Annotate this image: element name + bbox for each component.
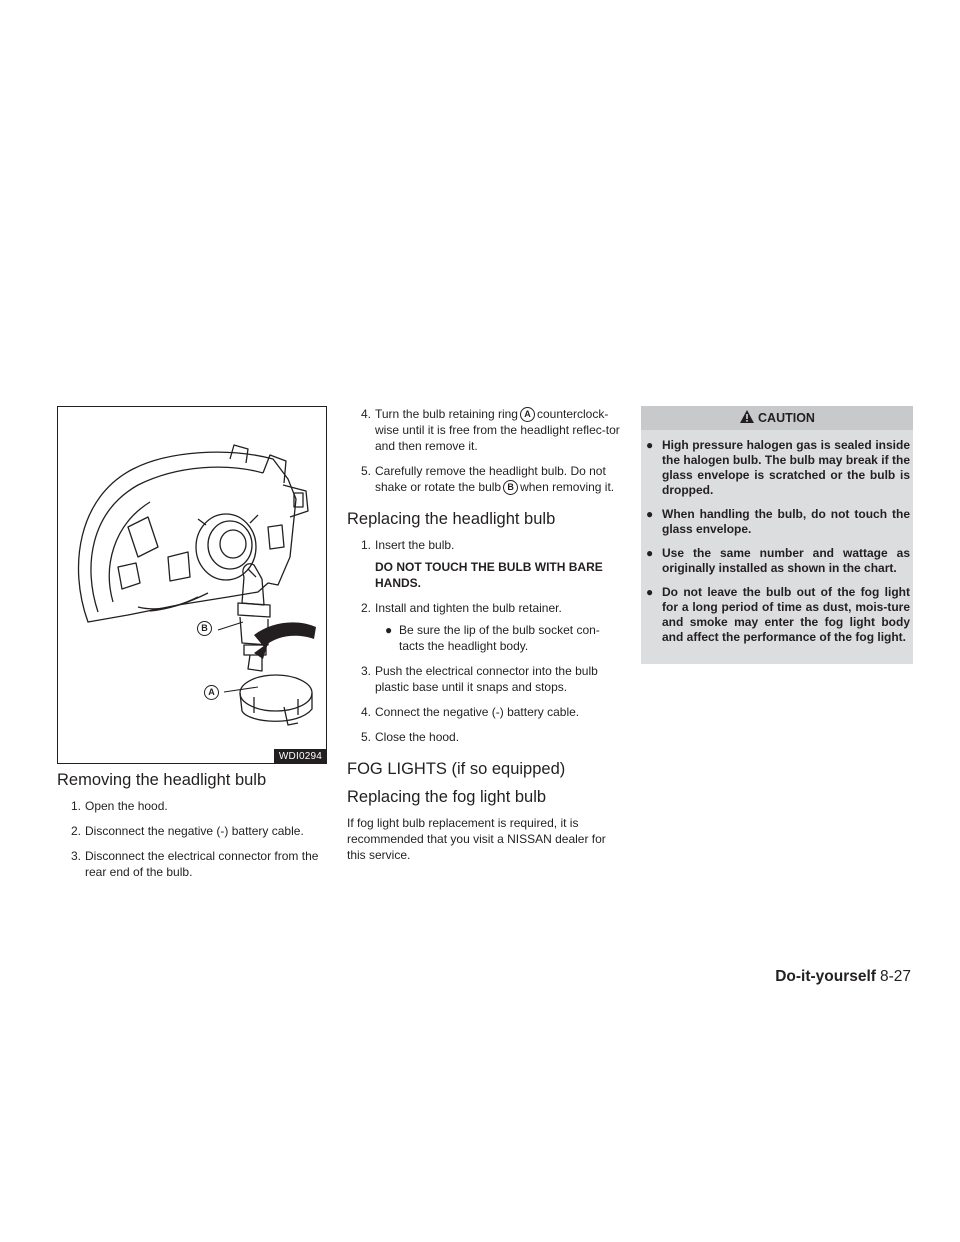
step-number: 1. bbox=[71, 799, 82, 813]
right-column bbox=[641, 406, 913, 664]
removing-steps-continued bbox=[347, 406, 623, 495]
callout-a: A bbox=[204, 685, 219, 700]
step-number: 3. bbox=[71, 849, 82, 863]
bullet-icon: ● bbox=[385, 623, 393, 637]
fog-body: If fog light bulb replacement is required, it is recommended that you visit a NISSAN dealer for this service. bbox=[347, 816, 606, 862]
bullet-icon: ● bbox=[646, 507, 654, 521]
step-number: 3. bbox=[361, 664, 372, 678]
step-text: Carefully remove the headlight bulb. Do not shake or rotate the bulb bbox=[375, 464, 606, 494]
sub-bullet bbox=[375, 622, 623, 654]
step-text: Insert the bulb. bbox=[375, 538, 455, 552]
middle-column bbox=[347, 406, 623, 871]
step-text: Install and tighten the bulb retainer. bbox=[375, 601, 562, 615]
step-text: Open the hood. bbox=[85, 799, 168, 813]
warning-triangle-icon bbox=[739, 408, 755, 432]
left-column bbox=[57, 406, 329, 889]
step-number: 5. bbox=[361, 730, 372, 744]
step-text: Connect the negative (-) battery cable. bbox=[375, 705, 580, 719]
caution-text: Do not leave the bulb out of the fog light for a long period of time as dust, mois-ture and smoke may enter the fog light body and affect the performance of the fog light. bbox=[662, 585, 910, 644]
caution-item bbox=[641, 438, 910, 498]
list-item bbox=[57, 798, 329, 814]
callout-ref-b: B bbox=[503, 480, 518, 495]
step-text: when removing it. bbox=[520, 480, 615, 494]
step-text: counterclock-wise until it is free from the headlight reflec-tor and then remove it. bbox=[375, 407, 620, 453]
caution-list bbox=[641, 430, 913, 645]
step-number: 1. bbox=[361, 538, 372, 552]
caution-text: When handling the bulb, do not touch the glass envelope. bbox=[662, 507, 910, 536]
list-item bbox=[57, 823, 329, 839]
callout-b: B bbox=[197, 621, 212, 636]
step-text: Close the hood. bbox=[375, 730, 460, 744]
caution-item bbox=[641, 546, 910, 576]
step-number: 4. bbox=[361, 705, 372, 719]
list-item bbox=[347, 663, 623, 695]
page-footer bbox=[775, 968, 911, 986]
page-number: 8-27 bbox=[879, 968, 911, 985]
headlight-bulb-figure bbox=[57, 406, 327, 764]
bullet-icon: ● bbox=[646, 585, 654, 599]
footer-section: Do-it-yourself bbox=[775, 968, 876, 985]
list-item bbox=[347, 463, 623, 495]
fog-bulb-subtitle: Replacing the fog light bulb bbox=[347, 788, 547, 806]
list-item bbox=[347, 537, 623, 591]
step-text: Disconnect the negative (-) battery cable. bbox=[85, 824, 304, 838]
list-item bbox=[347, 600, 623, 654]
step-text: Turn the bulb retaining ring bbox=[375, 407, 518, 421]
caution-title: CAUTION bbox=[758, 411, 815, 425]
list-item bbox=[347, 729, 623, 745]
step-text: Push the electrical connector into the bulb plastic base until it snaps and stops. bbox=[375, 664, 598, 694]
figure-code: WDI0294 bbox=[274, 749, 326, 763]
bullet-icon: ● bbox=[646, 546, 654, 560]
caution-item bbox=[641, 507, 910, 537]
bullet-icon: ● bbox=[646, 438, 654, 452]
list-item bbox=[347, 704, 623, 720]
caution-text: Use the same number and wattage as originally installed as shown in the chart. bbox=[662, 546, 910, 575]
list-item bbox=[57, 848, 329, 880]
step-number: 4. bbox=[361, 407, 372, 421]
step-number: 2. bbox=[361, 601, 372, 615]
removing-title: Removing the headlight bulb bbox=[57, 771, 267, 789]
headlight-assembly-illustration bbox=[58, 407, 326, 763]
removing-steps bbox=[57, 798, 329, 880]
fog-lights-title: FOG LIGHTS (if so equipped) bbox=[347, 760, 566, 778]
sub-bullet-text: Be sure the lip of the bulb socket con-tacts the headlight body. bbox=[399, 623, 600, 653]
step-number: 5. bbox=[361, 464, 372, 478]
caution-box bbox=[641, 406, 913, 664]
bare-hands-warning: DO NOT TOUCH THE BULB WITH BARE HANDS. bbox=[375, 560, 603, 590]
callout-ref-a: A bbox=[520, 407, 535, 422]
step-number: 2. bbox=[71, 824, 82, 838]
step-text: Disconnect the electrical connector from the rear end of the bulb. bbox=[85, 849, 319, 879]
caution-item bbox=[641, 585, 910, 645]
replacing-title: Replacing the headlight bulb bbox=[347, 510, 556, 528]
caution-header bbox=[641, 406, 913, 430]
list-item bbox=[347, 406, 623, 454]
caution-text: High pressure halogen gas is sealed inside the halogen bulb. The bulb may break if the glass envelope is scratched or the bulb is dropped. bbox=[662, 438, 910, 497]
replacing-steps bbox=[347, 537, 623, 745]
